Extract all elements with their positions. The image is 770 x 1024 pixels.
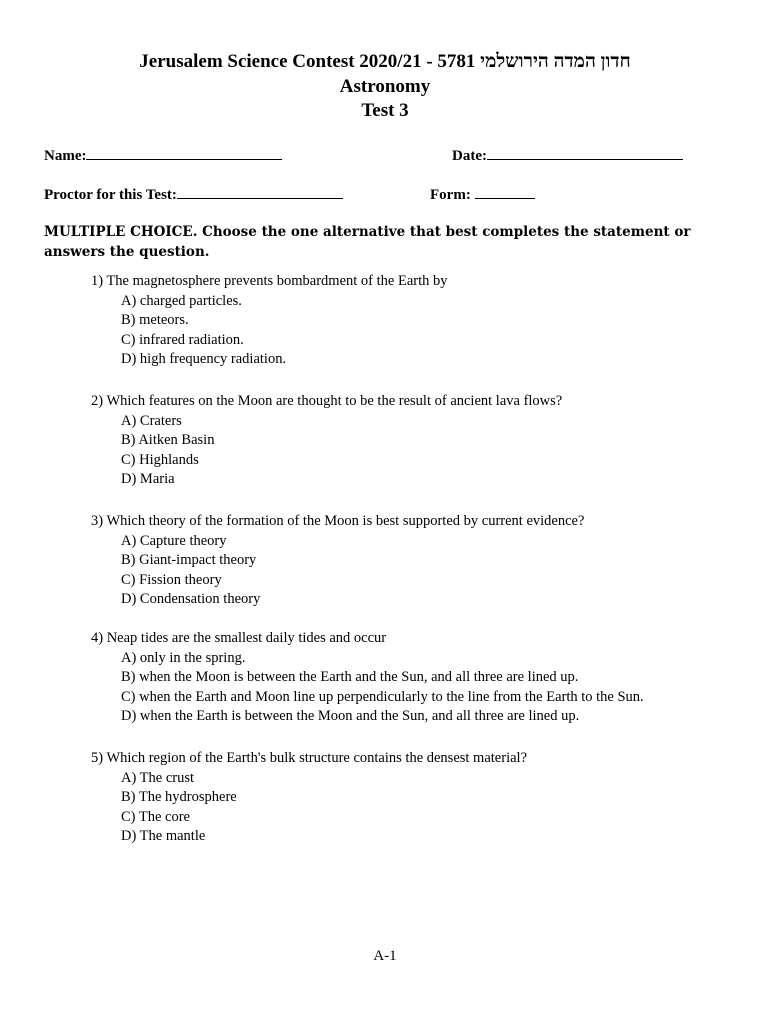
form-blank[interactable]	[475, 184, 535, 199]
title-english: Jerusalem Science Contest 2020/21 - 5781	[139, 51, 476, 72]
answer-option: B) Aitken Basin	[121, 432, 215, 448]
answer-option: D) when the Earth is between the Moon and the Sun, and all three are lined up.	[121, 708, 580, 724]
page-title	[0, 50, 770, 74]
question-stem: 1) The magnetosphere prevents bombardment of the Earth by	[91, 273, 448, 289]
subject-heading: Astronomy	[339, 76, 431, 97]
answer-option: A) only in the spring.	[121, 649, 246, 666]
proctor-field[interactable]	[44, 184, 343, 204]
question-stem: 4) Neap tides are the smallest daily tides and occur	[91, 630, 387, 646]
answer-option: B) when the Moon is between the Earth and the Sun, and all three are lined up.	[121, 669, 579, 685]
answer-option: C) Fission theory	[121, 571, 222, 588]
date-label: Date:	[452, 148, 487, 164]
name-blank[interactable]	[86, 145, 282, 160]
question-3	[91, 512, 584, 610]
proctor-label: Proctor for this Test:	[44, 187, 177, 203]
form-label: Form:	[430, 187, 471, 203]
question-1	[91, 272, 447, 370]
answer-option: C) when the Earth and Moon line up perpendicularly to the line from the Earth to the Sun.	[121, 688, 644, 705]
name-label: Name:	[44, 148, 87, 164]
answer-option: C) The core	[121, 808, 190, 825]
instructions: MULTIPLE CHOICE. Choose the one alternative that best completes the statement or answers the question.	[44, 224, 691, 260]
question-4	[91, 629, 644, 727]
question-stem: 2) Which features on the Moon are thought to be the result of ancient lava flows?	[91, 393, 563, 409]
answer-option: C) infrared radiation.	[121, 331, 244, 348]
question-stem: 3) Which theory of the formation of the Moon is best supported by current evidence?	[91, 513, 585, 529]
question-stem: 5) Which region of the Earth's bulk structure contains the densest material?	[91, 750, 527, 766]
answer-option: B) meteors.	[121, 312, 189, 328]
proctor-blank[interactable]	[177, 184, 343, 199]
test-heading: Test 3	[361, 100, 409, 121]
answer-option: D) Maria	[121, 471, 175, 487]
question-2	[91, 392, 562, 490]
answer-option: D) high frequency radiation.	[121, 351, 287, 367]
form-field[interactable]	[430, 184, 535, 204]
answer-option: A) charged particles.	[121, 292, 242, 309]
date-field[interactable]	[452, 145, 683, 165]
page-number: A-1	[373, 948, 397, 964]
date-blank[interactable]	[487, 145, 683, 160]
title-hebrew: חדון המדה הירושלמי	[480, 51, 631, 72]
answer-option: A) The crust	[121, 769, 195, 786]
answer-option: A) Craters	[121, 412, 182, 429]
answer-option: B) The hydrosphere	[121, 789, 237, 805]
answer-option: D) The mantle	[121, 828, 206, 844]
answer-option: B) Giant-impact theory	[121, 552, 257, 568]
answer-option: D) Condensation theory	[121, 591, 261, 607]
question-5	[91, 749, 527, 847]
answer-option: C) Highlands	[121, 451, 199, 468]
answer-option: A) Capture theory	[121, 532, 227, 549]
name-field[interactable]	[44, 145, 282, 165]
